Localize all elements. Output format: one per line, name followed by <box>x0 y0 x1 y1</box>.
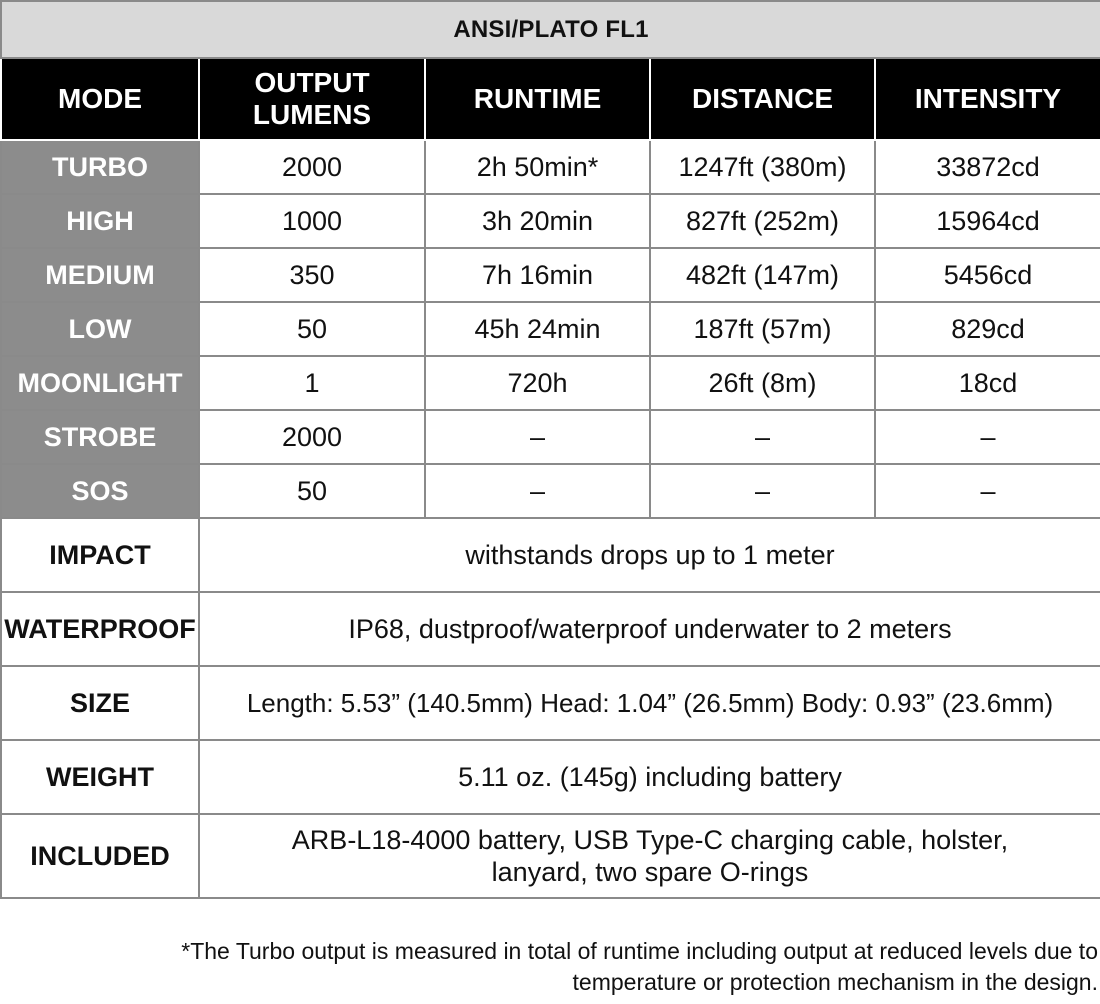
mode-intensity: 5456cd <box>875 248 1100 302</box>
mode-distance: – <box>650 410 875 464</box>
mode-row-sos <box>1 464 1100 518</box>
spec-row-impact <box>1 518 1100 592</box>
spec-label: WATERPROOF <box>1 592 199 666</box>
mode-runtime: 720h <box>425 356 650 410</box>
spec-row-waterproof <box>1 592 1100 666</box>
mode-intensity: 18cd <box>875 356 1100 410</box>
mode-name: SOS <box>1 464 199 518</box>
spec-label: IMPACT <box>1 518 199 592</box>
spec-value: IP68, dustproof/waterproof underwater to 2 meters <box>199 592 1100 666</box>
spec-label: WEIGHT <box>1 740 199 814</box>
header-intensity: INTENSITY <box>875 58 1100 140</box>
mode-distance: 26ft (8m) <box>650 356 875 410</box>
spec-value: 5.11 oz. (145g) including battery <box>199 740 1100 814</box>
spec-value: withstands drops up to 1 meter <box>199 518 1100 592</box>
mode-row-low <box>1 302 1100 356</box>
header-output-line1: OUTPUT <box>254 67 370 98</box>
mode-runtime: 3h 20min <box>425 194 650 248</box>
mode-distance: 482ft (147m) <box>650 248 875 302</box>
spec-row-weight <box>1 740 1100 814</box>
mode-name: HIGH <box>1 194 199 248</box>
mode-intensity: 33872cd <box>875 140 1100 194</box>
mode-runtime: 45h 24min <box>425 302 650 356</box>
mode-lumens: 1 <box>199 356 425 410</box>
mode-lumens: 2000 <box>199 410 425 464</box>
table-title: ANSI/PLATO FL1 <box>1 1 1100 58</box>
included-line2: lanyard, two spare O-rings <box>491 857 809 887</box>
spec-label: SIZE <box>1 666 199 740</box>
spec-row-included <box>1 814 1100 898</box>
header-mode: MODE <box>1 58 199 140</box>
mode-name: MOONLIGHT <box>1 356 199 410</box>
mode-row-moonlight <box>1 356 1100 410</box>
mode-name: MEDIUM <box>1 248 199 302</box>
footnote-line2: temperature or protection mechanism in the design. <box>572 969 1098 995</box>
mode-lumens: 350 <box>199 248 425 302</box>
footnote-line1: *The Turbo output is measured in total of runtime including output at reduced levels due to <box>181 938 1098 964</box>
footnote <box>8 936 1098 998</box>
header-row <box>1 58 1100 140</box>
header-output-lumens <box>199 58 425 140</box>
mode-row-turbo <box>1 140 1100 194</box>
mode-distance: 187ft (57m) <box>650 302 875 356</box>
header-runtime: RUNTIME <box>425 58 650 140</box>
mode-distance: – <box>650 464 875 518</box>
mode-name: STROBE <box>1 410 199 464</box>
mode-intensity: – <box>875 410 1100 464</box>
mode-lumens: 50 <box>199 464 425 518</box>
mode-intensity: – <box>875 464 1100 518</box>
mode-lumens: 2000 <box>199 140 425 194</box>
header-distance: DISTANCE <box>650 58 875 140</box>
spec-value: Length: 5.53” (140.5mm) Head: 1.04” (26.5mm) Body: 0.93” (23.6mm) <box>199 666 1100 740</box>
mode-runtime: 2h 50min* <box>425 140 650 194</box>
mode-intensity: 829cd <box>875 302 1100 356</box>
mode-distance: 827ft (252m) <box>650 194 875 248</box>
mode-name: TURBO <box>1 140 199 194</box>
mode-intensity: 15964cd <box>875 194 1100 248</box>
mode-distance: 1247ft (380m) <box>650 140 875 194</box>
mode-row-medium <box>1 248 1100 302</box>
mode-row-strobe <box>1 410 1100 464</box>
title-row <box>1 1 1100 58</box>
spec-value <box>199 814 1100 898</box>
mode-runtime: – <box>425 464 650 518</box>
mode-runtime: 7h 16min <box>425 248 650 302</box>
mode-name: LOW <box>1 302 199 356</box>
included-line1: ARB-L18-4000 battery, USB Type-C charging cable, holster, <box>291 825 1009 855</box>
mode-lumens: 50 <box>199 302 425 356</box>
header-output-line2: LUMENS <box>252 99 372 130</box>
spec-row-size <box>1 666 1100 740</box>
mode-lumens: 1000 <box>199 194 425 248</box>
spec-label: INCLUDED <box>1 814 199 898</box>
mode-runtime: – <box>425 410 650 464</box>
mode-row-high <box>1 194 1100 248</box>
